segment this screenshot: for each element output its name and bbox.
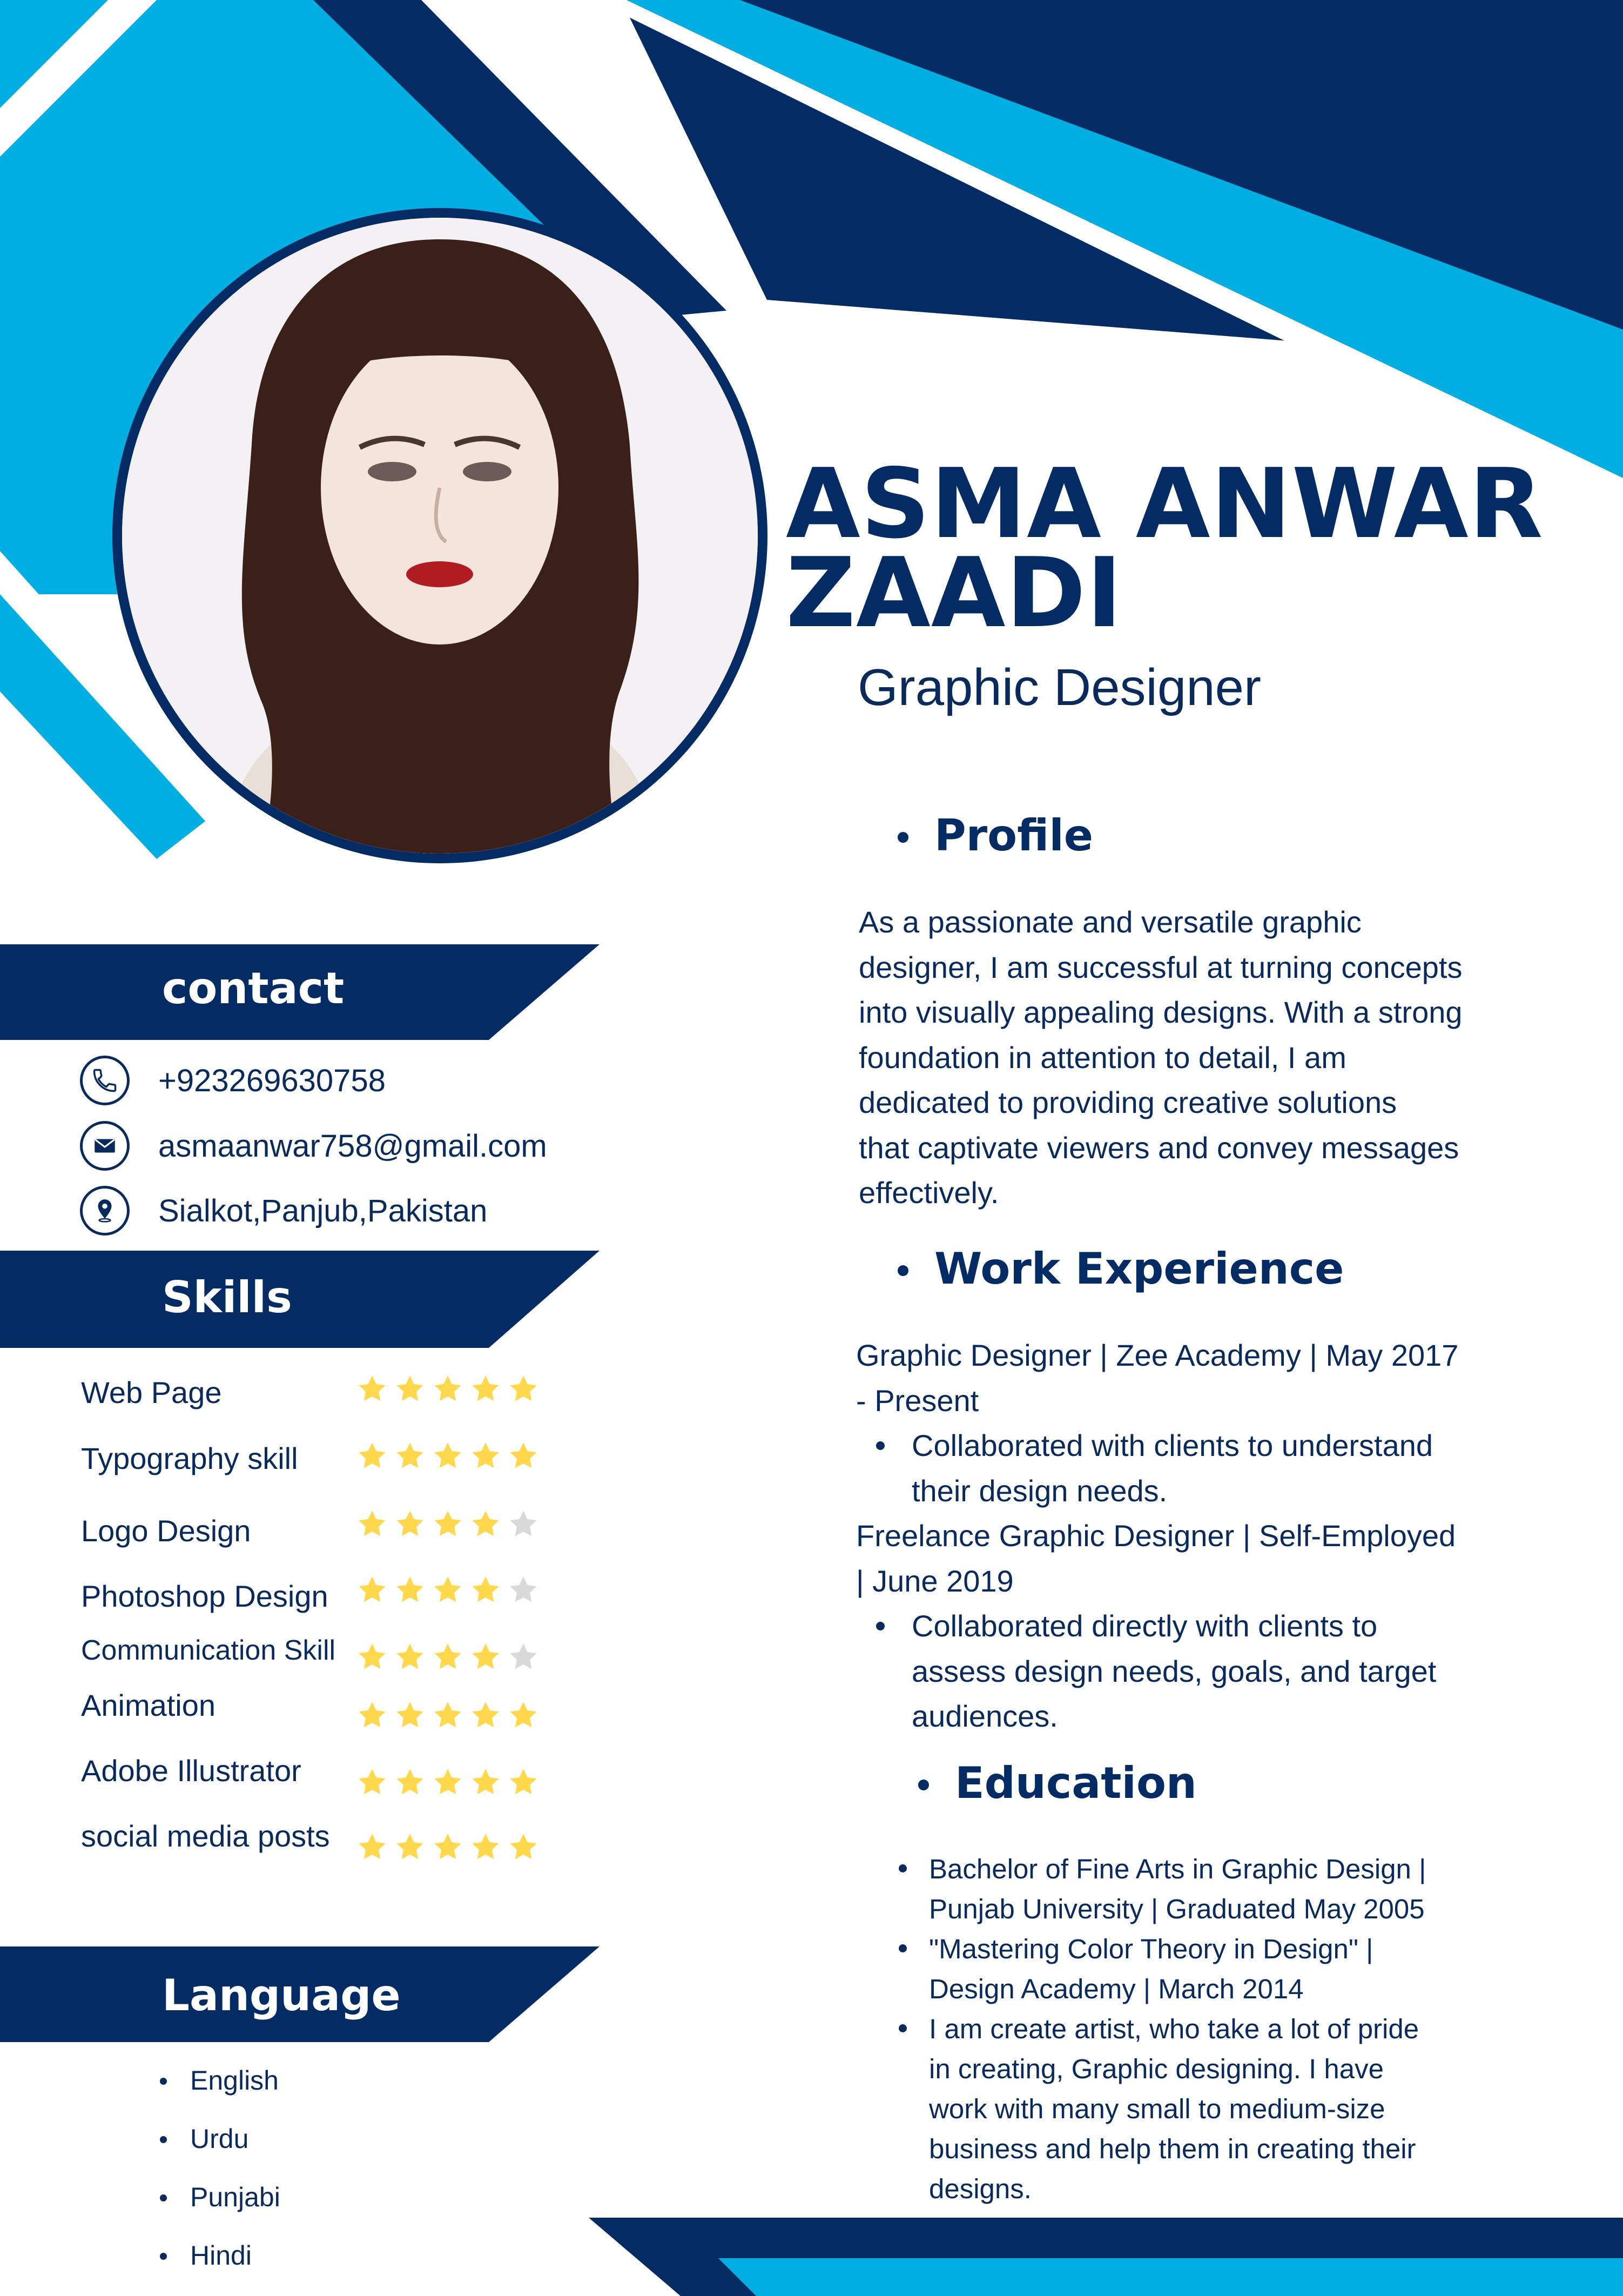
star-filled-icon	[356, 1508, 388, 1540]
star-filled-icon	[432, 1373, 463, 1405]
star-filled-icon	[432, 1508, 463, 1540]
profile-line: As a passionate and versatile graphic	[859, 905, 1362, 939]
star-filled-icon	[470, 1831, 501, 1863]
star-filled-icon	[470, 1641, 501, 1673]
language-heading: Language	[162, 1970, 401, 2020]
education-line: in creating, Graphic designing. I have	[929, 2053, 1384, 2084]
skill-name: Logo Design	[81, 1514, 251, 1548]
language-item: Urdu	[190, 2124, 249, 2154]
star-filled-icon	[356, 1574, 388, 1606]
education-item	[929, 1929, 1373, 2009]
language-item: English	[190, 2065, 279, 2096]
profile-heading-text: Profile	[934, 810, 1094, 861]
skill-name: Web Page	[81, 1375, 222, 1409]
skill-rating	[356, 1767, 539, 1798]
location-icon	[80, 1186, 130, 1236]
contact-phone-row	[80, 1053, 386, 1107]
star-filled-icon	[432, 1574, 463, 1606]
profile-line: foundation in attention to detail, I am	[859, 1040, 1346, 1075]
bullet-line: Collaborated directly with clients to	[912, 1609, 1378, 1643]
education-item	[929, 2009, 1419, 2209]
star-empty-icon	[508, 1508, 539, 1540]
star-filled-icon	[394, 1508, 426, 1540]
skill-rating	[356, 1440, 539, 1472]
job-title: Graphic Designer	[858, 659, 1261, 716]
star-empty-icon	[508, 1641, 539, 1673]
job-2-title	[856, 1513, 1456, 1603]
star-filled-icon	[470, 1700, 501, 1731]
job-line: Freelance Graphic Designer | Self-Employed	[856, 1519, 1456, 1553]
contact-address-row	[80, 1184, 487, 1238]
skill-name: Typography skill	[81, 1441, 298, 1475]
star-filled-icon	[470, 1440, 501, 1472]
contact-email: asmaanwar758@gmail.com	[158, 1128, 547, 1164]
star-filled-icon	[470, 1373, 501, 1405]
star-filled-icon	[508, 1373, 539, 1405]
education-line: "Mastering Color Theory in Design" |	[929, 1934, 1373, 1964]
bullet-line: assess design needs, goals, and target	[912, 1654, 1437, 1688]
star-filled-icon	[394, 1700, 426, 1731]
star-filled-icon	[394, 1440, 426, 1472]
job-line: - Present	[856, 1383, 979, 1418]
skill-name: Adobe Illustrator	[81, 1754, 301, 1788]
profile-line: effectively.	[859, 1176, 999, 1210]
job-2-bullet	[912, 1603, 1436, 1739]
education-line: work with many small to medium-size	[929, 2093, 1385, 2124]
bullet-line: audiences.	[912, 1699, 1058, 1733]
mail-icon	[80, 1121, 130, 1171]
star-filled-icon	[432, 1700, 463, 1731]
profile-heading	[934, 810, 1093, 861]
star-filled-icon	[508, 1767, 539, 1798]
job-line: | June 2019	[856, 1563, 1014, 1598]
star-filled-icon	[508, 1440, 539, 1472]
education-line: I am create artist, who take a lot of pride	[929, 2013, 1419, 2044]
contact-email-row	[80, 1119, 547, 1173]
star-filled-icon	[470, 1508, 501, 1540]
skill-rating	[356, 1373, 539, 1405]
skill-rating	[356, 1508, 539, 1540]
skill-name: Animation	[81, 1688, 216, 1722]
skill-name: Communication Skill	[81, 1635, 336, 1666]
work-heading-text: Work Experience	[934, 1244, 1344, 1294]
language-item: Punjabi	[190, 2182, 280, 2212]
bullet-dot	[918, 1780, 929, 1790]
star-filled-icon	[432, 1831, 463, 1863]
skill-rating	[356, 1641, 539, 1673]
star-filled-icon	[356, 1440, 388, 1472]
star-filled-icon	[508, 1700, 539, 1731]
star-filled-icon	[508, 1831, 539, 1863]
job-line: Graphic Designer | Zee Academy | May 2017	[856, 1338, 1459, 1372]
education-heading-text: Education	[955, 1758, 1197, 1808]
skill-name: Photoshop Design	[81, 1579, 328, 1613]
education-item	[929, 1849, 1426, 1929]
profile-photo-frame	[112, 208, 767, 863]
star-filled-icon	[356, 1831, 388, 1863]
profile-line: designer, I am successful at turning concepts	[859, 950, 1463, 984]
skills-heading: Skills	[162, 1272, 292, 1322]
star-filled-icon	[356, 1641, 388, 1673]
skill-rating	[356, 1700, 539, 1731]
star-filled-icon	[432, 1767, 463, 1798]
contact-heading: contact	[162, 963, 345, 1013]
skill-rating	[356, 1574, 539, 1606]
profile-photo	[122, 218, 758, 854]
star-empty-icon	[508, 1574, 539, 1606]
name-line-1: ASMA ANWAR	[786, 448, 1544, 560]
profile-line: dedicated to providing creative solutions	[859, 1085, 1397, 1119]
profile-line: into visually appealing designs. With a strong	[859, 995, 1463, 1029]
language-item: Hindi	[190, 2240, 252, 2271]
contact-address: Sialkot,Panjub,Pakistan	[158, 1193, 488, 1228]
bullet-dot	[898, 1265, 908, 1276]
star-filled-icon	[470, 1767, 501, 1798]
contact-phone: +923269630758	[158, 1063, 386, 1098]
job-1-bullet	[912, 1423, 1433, 1513]
star-filled-icon	[432, 1641, 463, 1673]
education-line: Design Academy | March 2014	[929, 1973, 1304, 2004]
bullet-dot	[898, 832, 908, 843]
skill-rating	[356, 1831, 539, 1863]
star-filled-icon	[394, 1641, 426, 1673]
star-filled-icon	[432, 1440, 463, 1472]
star-filled-icon	[356, 1700, 388, 1731]
education-line: business and help them in creating their	[929, 2133, 1416, 2164]
profile-text	[859, 899, 1463, 1216]
star-filled-icon	[394, 1574, 426, 1606]
education-line: designs.	[929, 2173, 1032, 2204]
name-line-2: ZAADI	[786, 537, 1123, 649]
phone-icon	[80, 1056, 130, 1105]
job-1-title	[856, 1333, 1458, 1423]
star-filled-icon	[394, 1831, 426, 1863]
star-filled-icon	[356, 1767, 388, 1798]
profile-line: that captivate viewers and convey messages	[859, 1130, 1459, 1165]
candidate-name	[786, 448, 1612, 649]
star-filled-icon	[394, 1373, 426, 1405]
education-line: Bachelor of Fine Arts in Graphic Design |	[929, 1854, 1426, 1884]
education-line: Punjab University | Graduated May 2005	[929, 1894, 1425, 1924]
work-heading	[934, 1244, 1344, 1294]
bullet-line: Collaborated with clients to understand	[912, 1428, 1433, 1462]
star-filled-icon	[356, 1373, 388, 1405]
star-filled-icon	[470, 1574, 501, 1606]
education-heading	[955, 1758, 1197, 1808]
bullet-line: their design needs.	[912, 1473, 1168, 1508]
skill-name: social media posts	[81, 1819, 330, 1853]
star-filled-icon	[394, 1767, 426, 1798]
